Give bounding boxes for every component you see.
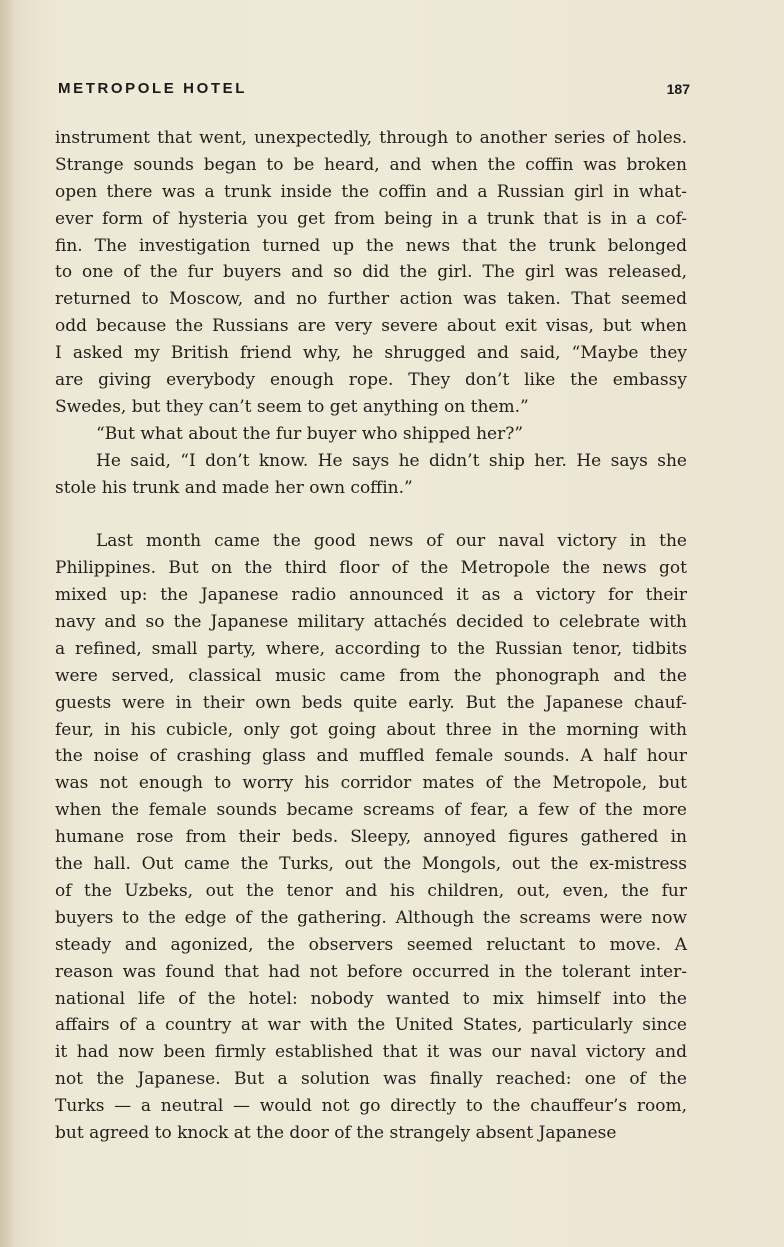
text-line: stole his trunk and made her own coffin.” xyxy=(55,477,413,498)
paragraph xyxy=(55,125,687,421)
text-line: national life of the hotel: nobody wanted to mix himself into the xyxy=(55,988,687,1009)
page-spine-shadow xyxy=(0,0,14,1247)
running-head-title: METROPOLE HOTEL xyxy=(58,80,247,97)
text-line: the noise of crashing glass and muffled female sounds. A half hour xyxy=(55,746,687,767)
text-line: open there was a trunk inside the coffin and a Russian girl in what- xyxy=(55,181,687,202)
running-head xyxy=(58,80,690,102)
text-line: it had now been firmly established that it was our naval victory and xyxy=(55,1042,687,1063)
text-line: mixed up: the Japanese radio announced it as a victory for their xyxy=(55,585,687,606)
text-line: returned to Moscow, and no further action was taken. That seemed xyxy=(55,289,687,310)
text-line: was not enough to worry his corridor mates of the Metropole, but xyxy=(55,773,687,794)
text-line: guests were in their own beds quite early. But the Japanese chauf- xyxy=(55,692,687,713)
text-line: a refined, small party, where, according to the Russian tenor, tidbits xyxy=(55,638,687,659)
text-line: Strange sounds began to be heard, and when the coffin was broken xyxy=(55,154,687,175)
text-line: ever form of hysteria you get from being in a trunk that is in a cof- xyxy=(55,208,687,229)
text-line: when the female sounds became screams of fear, a few of the more xyxy=(55,800,687,821)
text-line: steady and agonized, the observers seemed reluctant to move. A xyxy=(55,934,687,955)
text-line: not the Japanese. But a solution was finally reached: one of the xyxy=(55,1069,687,1090)
text-line: the hall. Out came the Turks, out the Mongols, out the ex-mistress xyxy=(55,854,687,875)
text-line: humane rose from their beds. Sleepy, annoyed figures gathered in xyxy=(55,827,687,848)
text-line: feur, in his cubicle, only got going about three in the morning with xyxy=(55,719,687,740)
page-number: 187 xyxy=(666,81,690,97)
text-line: I asked my British friend why, he shrugged and said, “Maybe they xyxy=(55,343,687,364)
body-text xyxy=(55,125,687,1147)
text-line: fin. The investigation turned up the news that the trunk belonged xyxy=(55,235,687,256)
text-line: reason was found that had not before occurred in the tolerant inter- xyxy=(55,961,687,982)
text-line: Swedes, but they can’t seem to get anything on them.” xyxy=(55,396,529,417)
text-line: but agreed to knock at the door of the strangely absent Japanese xyxy=(55,1122,617,1143)
paragraph xyxy=(55,421,687,448)
paragraph xyxy=(55,448,687,502)
text-line: affairs of a country at war with the United States, particularly since xyxy=(55,1015,687,1036)
text-line: He said, “I don’t know. He says he didn’t ship her. He says she xyxy=(96,450,687,471)
text-line: instrument that went, unexpectedly, through to another series of holes. xyxy=(55,128,687,148)
text-line: of the Uzbeks, out the tenor and his children, out, even, the fur xyxy=(55,880,687,901)
text-line: Turks — a neutral — would not go directly to the chauffeur’s room, xyxy=(55,1096,687,1117)
text-line: odd because the Russians are very severe about exit visas, but when xyxy=(55,316,687,337)
text-line: Philippines. But on the third floor of the Metropole the news got xyxy=(55,558,687,579)
text-line: are giving everybody enough rope. They don’t like the embassy xyxy=(55,370,687,391)
text-line: were served, classical music came from the phonograph and the xyxy=(55,665,687,686)
text-line: to one of the fur buyers and so did the girl. The girl was released, xyxy=(55,262,687,283)
text-line: navy and so the Japanese military attachés decided to celebrate with xyxy=(55,612,687,633)
section-break xyxy=(55,501,687,528)
text-line: Last month came the good news of our naval victory in the xyxy=(96,531,687,552)
text-line: “But what about the fur buyer who shipped her?” xyxy=(96,423,524,444)
text-line: buyers to the edge of the gathering. Although the screams were now xyxy=(55,907,687,928)
paragraph xyxy=(55,528,687,1146)
